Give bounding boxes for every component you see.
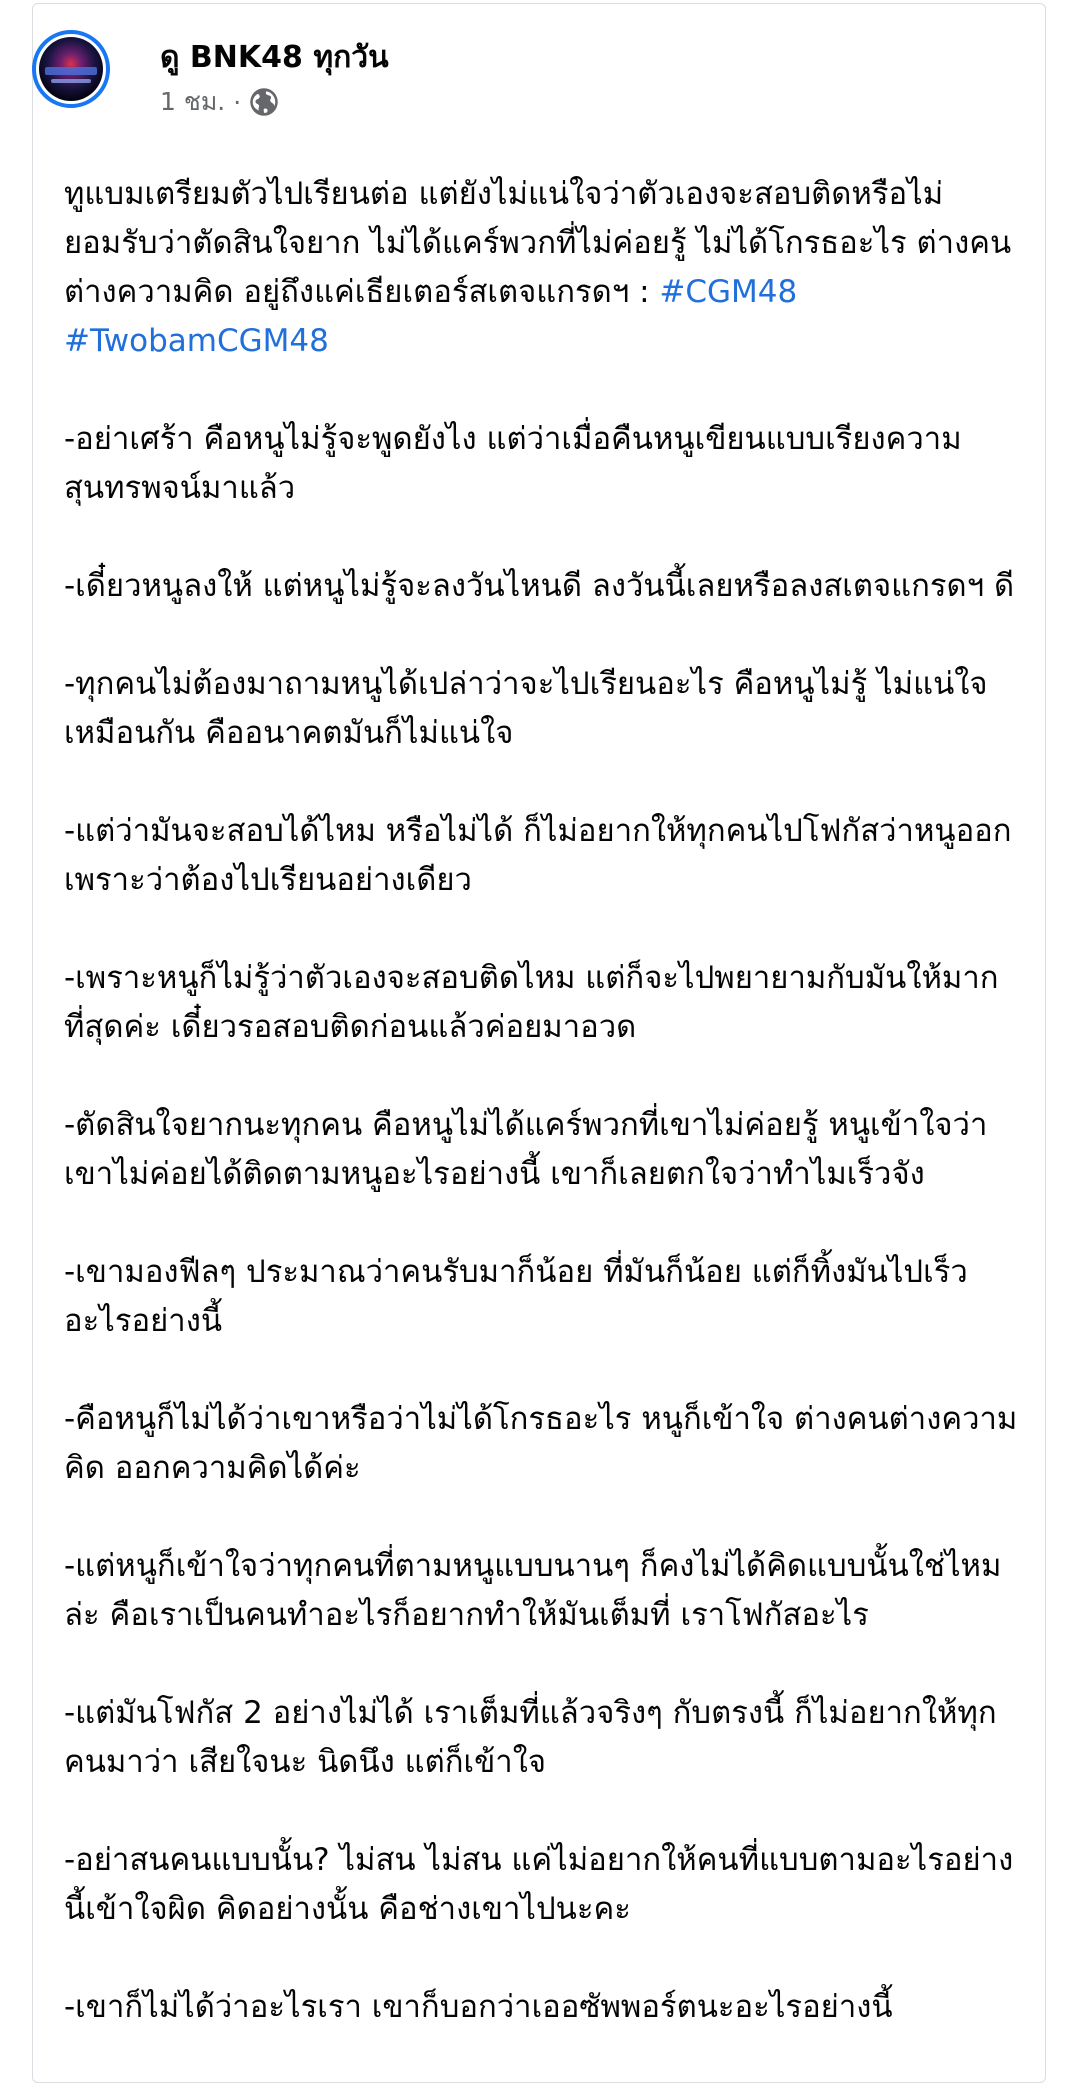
hashtag-cgm48[interactable]: #CGM48: [659, 274, 798, 310]
post-paragraph: -เดี๋ยวหนูลงให้ แต่หนูไม่รู้จะลงวันไหนดี ลงวันนี้เลยหรือลงสเตจแกรดฯ ดี: [64, 568, 1015, 604]
post-paragraph: -อย่าเศร้า คือหนูไม่รู้จะพูดยังไง แต่ว่าเมื่อคืนหนูเขียนแบบเรียงความสุนทรพจน์มาแล้ว: [64, 421, 962, 506]
intro-text: ทูแบมเตรียมตัวไปเรียนต่อ แต่ยังไม่แน่ใจว่าตัวเองจะสอบติดหรือไม่ยอมรับว่าตัดสินใจยาก ไม่ได้แคร์พวกที่ไม่ค่อยรู้ ไม่ได้โกรธอะไร ต่างคนต่างความคิด อยู่ถึงแค่เธียเตอร์สเตจแกรดฯ :: [64, 176, 1012, 310]
page-avatar[interactable]: [32, 30, 110, 108]
post-header: [32, 30, 932, 117]
post-paragraph: -อย่าสนคนแบบนั้น? ไม่สน ไม่สน แค่ไม่อยากให้คนที่แบบตามอะไรอย่างนี้เข้าใจผิด คิดอย่างนั้น คือช่างเขาไปนะคะ: [64, 1842, 1014, 1927]
post-intro: [64, 170, 1024, 366]
post-paragraph: -เขาก็ไม่ได้ว่าอะไรเรา เขาก็บอกว่าเออซัพพอร์ตนะอะไรอย่างนี้: [64, 1989, 893, 2025]
hashtag-twobamcgm48[interactable]: #TwobamCGM48: [64, 323, 329, 359]
post-body: [64, 170, 1024, 2081]
meta-separator: ·: [233, 87, 242, 117]
post-meta: [160, 82, 279, 122]
post-paragraph: -ตัดสินใจยากนะทุกคน คือหนูไม่ได้แคร์พวกที่เขาไม่ค่อยรู้ หนูเข้าใจว่าเขาไม่ค่อยได้ติดตามหนูอะไรอย่างนี้ เขาก็เลยตกใจว่าทำไมเร็วจัง: [64, 1107, 988, 1192]
avatar-image: [39, 37, 103, 101]
post-paragraph: -คือหนูก็ไม่ได้ว่าเขาหรือว่าไม่ได้โกรธอะไร หนูก็เข้าใจ ต่างคนต่างความคิด ออกความคิดได้ค่ะ: [64, 1401, 1018, 1486]
post-time[interactable]: 1 ชม.: [160, 87, 226, 116]
post-paragraph: -เขามองฟีลๆ ประมาณว่าคนรับมาก็น้อย ที่มันก็น้อย แต่ก็ทิ้งมันไปเร็วอะไรอย่างนี้: [64, 1254, 968, 1339]
post-paragraph: -ทุกคนไม่ต้องมาถามหนูได้เปล่าว่าจะไปเรียนอะไร คือหนูไม่รู้ ไม่แน่ใจเหมือนกัน คืออนาคตมันก็ไม่แน่ใจ: [64, 666, 988, 751]
globe-icon[interactable]: [249, 87, 279, 117]
post-paragraph: -แต่ว่ามันจะสอบได้ไหม หรือไม่ได้ ก็ไม่อยากให้ทุกคนไปโฟกัสว่าหนูออกเพราะว่าต้องไปเรียนอย่างเดียว: [64, 813, 1012, 898]
post-paragraph: -เพราะหนูก็ไม่รู้ว่าตัวเองจะสอบติดไหม แต่ก็จะไปพยายามกับมันให้มากที่สุดค่ะ เดี๋ยวรอสอบติดก่อนแล้วค่อยมาอวด: [64, 960, 999, 1045]
page-name[interactable]: ดู BNK48 ทุกวัน: [160, 40, 389, 75]
post-paragraph: -แต่หนูก็เข้าใจว่าทุกคนที่ตามหนูแบบนานๆ ก็คงไม่ได้คิดแบบนั้นใช่ไหมล่ะ คือเราเป็นคนทำอะไรก็อยากทำให้มันเต็มที่ เราโฟกัสอะไร: [64, 1548, 1002, 1633]
post-paragraph: -แต่มันโฟกัส 2 อย่างไม่ได้ เราเต็มที่แล้วจริงๆ กับตรงนี้ ก็ไม่อยากให้ทุกคนมาว่า เสียใจนะ นิดนึง แต่ก็เข้าใจ: [64, 1695, 997, 1780]
